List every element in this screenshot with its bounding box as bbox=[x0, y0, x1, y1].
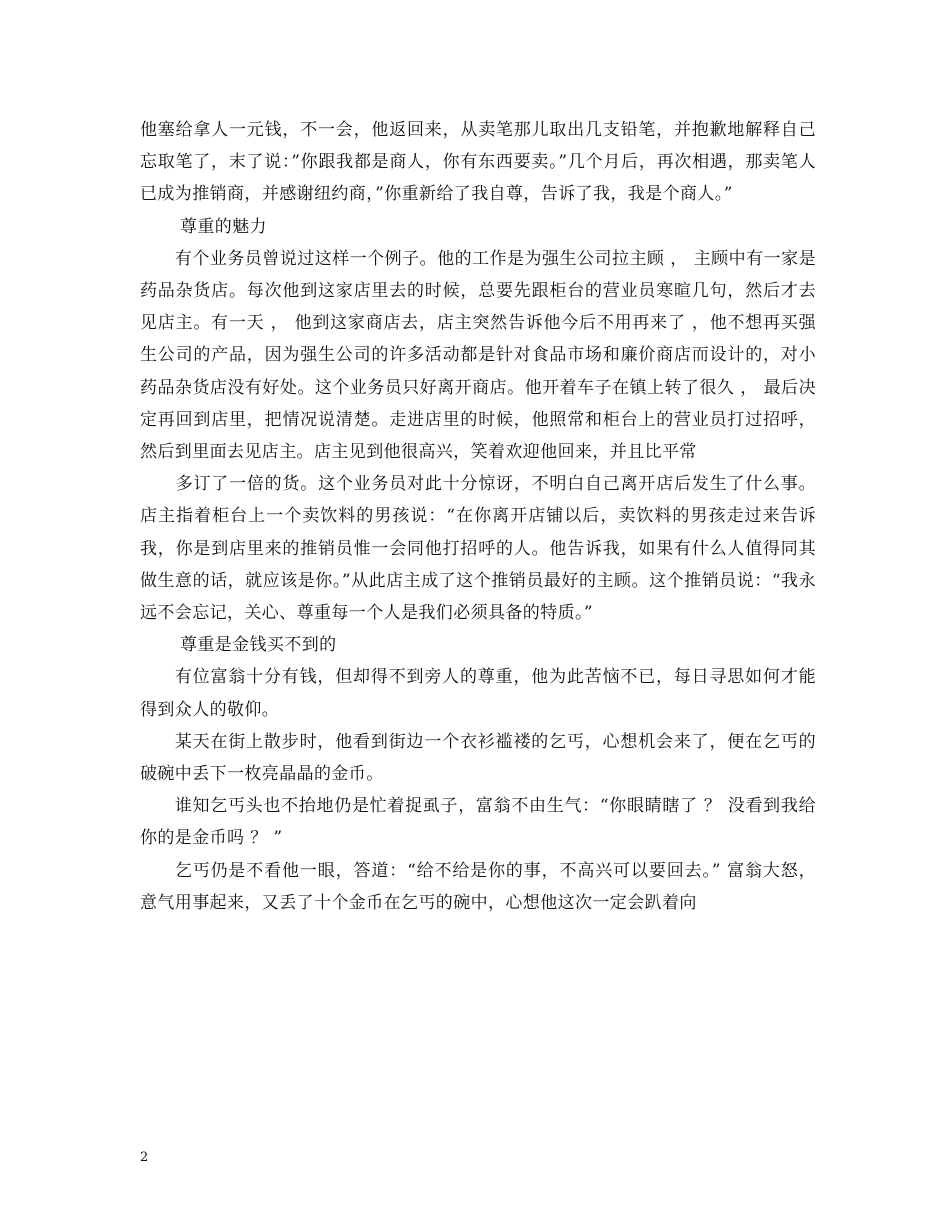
section-heading-charm-of-respect: 尊重的魅力 bbox=[179, 216, 267, 237]
body-text bbox=[140, 114, 816, 919]
paragraph-beggar-ignores: 谁知乞丐头也不抬地仍是忙着捉虱子，富翁不由生气：“你眼睛瞎了 ？ 没看到我给你的是金币吗 ？ ” bbox=[140, 796, 816, 849]
paragraph-salesman-continued: 多订了一倍的货。这个业务员对此十分惊讶，不明白自己离开店后发生了什么事。店主指着柜台上一个卖饮料的男孩说：“在你离开店铺以后，卖饮料的男孩走过来告诉我，你是到店里来的推销员惟一会同他打招呼的人。他告诉我，如果有什么人值得同其做生意的话，就应该是你。”从此店主成了这个推销员最好的主顾。这个推销员说：“我永远不会忘记，关心、尊重每一个人是我们必须具备的特质。” bbox=[140, 474, 816, 624]
paragraph-beggar-reply: 乞丐仍是不看他一眼，答道：“给不给是你的事，不高兴可以要回去。” 富翁大怒，意气用事起来，又丢了十个金币在乞丐的碗中，心想他这次一定会趴着向 bbox=[140, 860, 816, 913]
section-heading-respect-not-bought: 尊重是金钱买不到的 bbox=[179, 635, 337, 656]
paragraph-salesman-story: 有个业务员曾说过这样一个例子。他的工作是为强生公司拉主顾 ， 主顾中有一家是药品杂货店。每次他到这家店里去的时候，总要先跟柜台的营业员寒暄几句，然后才去见店主。有一天 ， 他到这家商店去，店主突然告诉他今后不用再来了 ，他不想再买强生公司的产品，因为强生公司的许多活动都是针对食品市场和廉价商店而设计的，对小药品杂货店没有好处。这个业务员只好离开商店。他开着车子在镇上转了很久 ， 最后决定再回到店里，把情况说清楚。走进店里的时候，他照常和柜台上的营业员打过招呼，然后到里面去见店主。店主见到他很高兴，笑着欢迎他回来，并且比平常 bbox=[140, 248, 816, 463]
paragraph-rich-man-intro: 有位富翁十分有钱，但却得不到旁人的尊重，他为此苦恼不已，每日寻思如何才能得到众人的敬仰。 bbox=[140, 667, 816, 720]
paragraph-pencil-merchant: 他塞给拿人一元钱，不一会，他返回来，从卖笔那儿取出几支铅笔，并抱歉地解释自己忘取笔了，末了说：”你跟我都是商人，你有东西要卖。”几个月后，再次相遇，那卖笔人已成为推销商，并感谢纽约商，”你重新给了我自尊，告诉了我，我是个商人。” bbox=[140, 120, 816, 205]
paragraph-beggar-encounter: 某天在街上散步时，他看到街边一个衣衫褴褛的乞丐，心想机会来了，便在乞丐的破碗中丢下一枚亮晶晶的金币。 bbox=[140, 731, 816, 785]
page-number: 2 bbox=[140, 1150, 149, 1165]
